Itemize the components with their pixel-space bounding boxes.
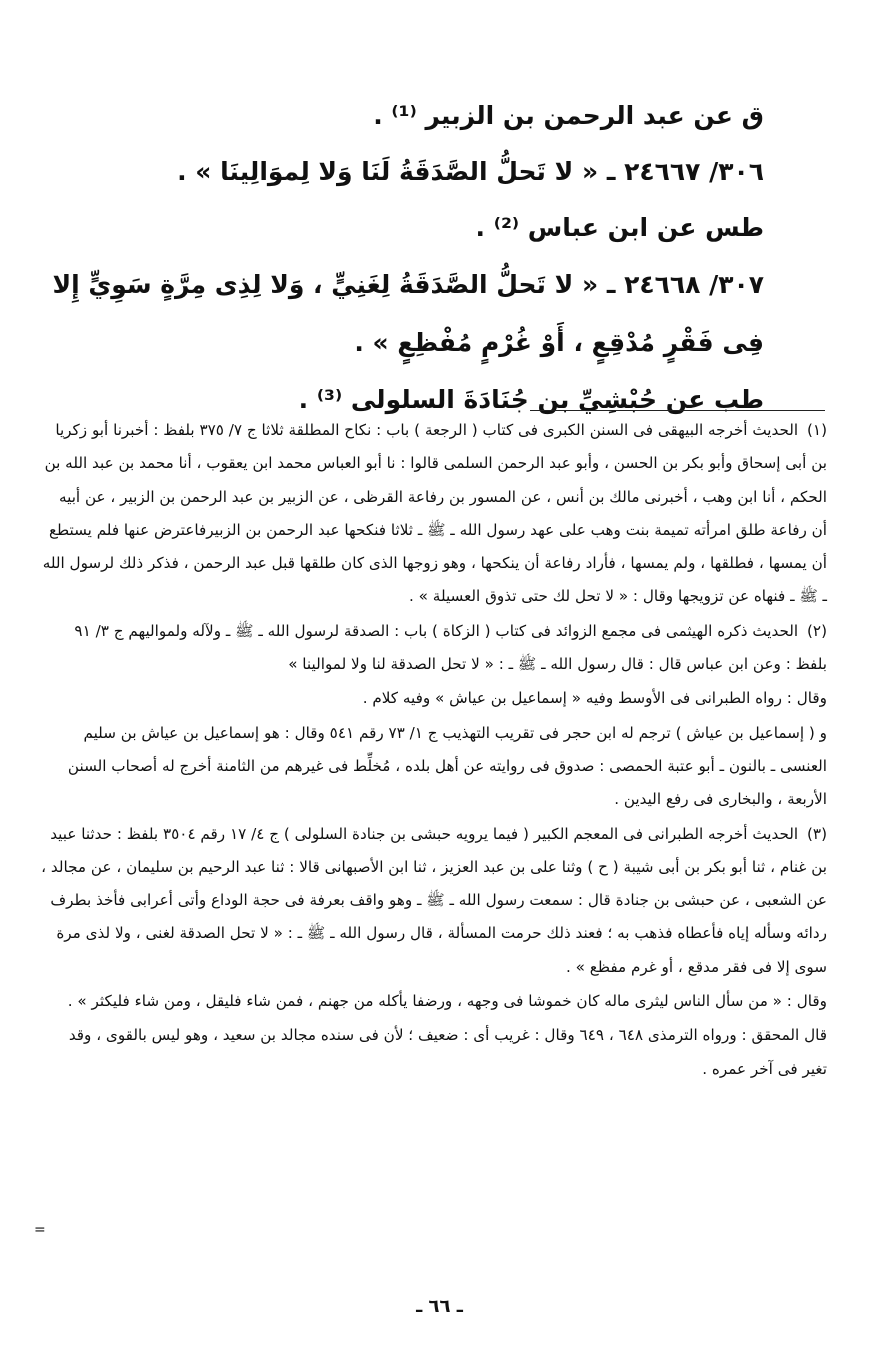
footnote-3 xyxy=(40,818,827,984)
footnote-number: (١) xyxy=(806,421,827,439)
footnote-3-continuation: قال المحقق : ورواه الترمذى ٦٤٨ ، ٦٤٩ وقال : غريب أى : ضعيف ؛ لأن فى سنده مجالد بن سعيد ، وهو ليس بالقوى ، وقد تغير فى آخر عمره . xyxy=(68,1026,827,1078)
footnote-3-continuation: وقال : « من سأل الناس ليثرى ماله كان خموشا فى وجهه ، ورضفا يأكله من جهنم ، فمن شاء فليقل ، ومن شاء فليكثر » . xyxy=(67,992,827,1011)
main-line: طب عن حُبْشِيِّ بن جُنَادَةَ السلولى ⁽³⁾ . xyxy=(298,385,764,414)
main-line: ق عن عبد الرحمن بن الزبير ⁽¹⁾ . xyxy=(373,101,764,130)
footnote-separator xyxy=(530,410,825,411)
footnote-2 xyxy=(40,615,827,682)
hadith-306: ٣٠٦/ ٢٤٦٦٧ ـ « لا تَحلُّ الصَّدَقَةُ لَنَا وَلا لِموَالِينَا » . xyxy=(177,157,764,186)
page-number: ـ ٦٦ ـ xyxy=(416,1296,463,1317)
footnote-number: (٣) xyxy=(806,824,827,843)
main-text xyxy=(50,88,764,428)
footnotes xyxy=(40,414,827,1087)
main-line: طس عن ابن عباس ⁽²⁾ . xyxy=(475,213,764,242)
footnote-1 xyxy=(40,414,827,614)
footnote-text: الحديث أخرجه البيهقى فى السنن الكبرى فى كتاب ( الرجعة ) باب : نكاح المطلقة ثلاثا ج ٧/ ٣٧٥ بلفظ : أخبرنا أبو زكريا بن أبى إسحاق وأبو بكر بن الحسن ، وأبو عبد الرحمن السلمى قالوا : نا أبو العباس محمد ابن يعقوب ، أنا محمد بن عبد الله بن الحكم ، أنا ابن وهب ، أخبرنى مالك بن أنس ، عن المسور بن رفاعة القرظى ، عن الزبير بن عبد الرحمن بن الزبير ، عن أبيه أن رفاعة طلق امرأته تميمة بنت وهب على عهد رسول الله ـ ﷺ ـ ثلاثا فنكحها عبد الرحمن بن الزبيرفاعترض عنها فلم يستطع أن يمسها ، فطلقها ، ولم يمسها ، فأراد رفاعة أن ينكحها ، وهو زوجها الذى كان طلقها قبل عبد الرحمن ، فذكر ذلك لرسول الله ـ ﷺ ـ فنهاه عن تزويجها وقال : « لا تحل لك حتى تذوق العسيلة » . xyxy=(42,421,827,606)
footnote-text: الحديث ذكره الهيثمى فى مجمع الزوائد فى كتاب ( الزكاة ) باب : الصدقة لرسول الله ـ ﷺ ـ ولآله ولمواليهم ج ٣/ ٩١ بلفظ : وعن ابن عباس قال : قال رسول الله ـ ﷺ ـ : « لا تحل الصدقة لنا ولا لموالينا » xyxy=(74,621,827,674)
hadith-307: ٣٠٧/ ٢٤٦٦٨ ـ « لا تَحلُّ الصَّدَقَةُ لِغَنِيٍّ ، وَلا لِذِى مِرَّةٍ سَوِيٍّ إِلا فِى فَقْرٍ مُدْقِعٍ ، أَوْ غُرْمٍ مُفْظِعٍ » . xyxy=(52,270,764,357)
footnote-number: (٢) xyxy=(806,621,827,640)
footnote-2-continuation: وقال : رواه الطبرانى فى الأوسط وفيه « إسماعيل بن عياش » وفيه كلام . xyxy=(362,689,827,708)
margin-mark: = xyxy=(34,1222,46,1238)
footnote-text: الحديث أخرجه الطبرانى فى المعجم الكبير ( فيما يرويه حبشى بن جنادة السلولى ) ج ٤/ ١٧ رقم ٣٥٠٤ بلفظ : حدثنا عبيد بن غنام ، ثنا أبو بكر بن أبى شيبة ( ح ) وثنا على بن عبد العزيز ، ثنا ابن الأصبهانى قالا : ثنا عبد الرحيم بن سليمان ، عن مجالد ، عن الشعبى ، عن حبشى بن جنادة قال : سمعت رسول الله ـ ﷺ ـ وهو واقف بعرفة فى حجة الوداع وأتى أعرابى فأخذ بطرف ردائه وسأله إياه فأعطاه فذهب به ؛ فعند ذلك حرمت المسألة ، قال رسول الله ـ ﷺ ـ : « لا تحل الصدقة لغنى ، ولا لذى مرة سوى إلا فى فقر مدقع ، أو غرم مفظع » . xyxy=(41,824,827,976)
footnote-2-continuation: و ( إسماعيل بن عياش ) ترجم له ابن حجر فى تقريب التهذيب ج ١/ ٧٣ رقم ٥٤١ وقال : هو إسماعيل بن عياش بن سليم العنسى ـ بالنون ـ أبو عتبة الحمصى : صدوق فى روايته عن أهل بلده ، مُخلِّط فى غيرهم من الثامنة أخرج له أصحاب السنن الأربعة ، والبخارى فى رفع اليدين . xyxy=(67,723,827,809)
